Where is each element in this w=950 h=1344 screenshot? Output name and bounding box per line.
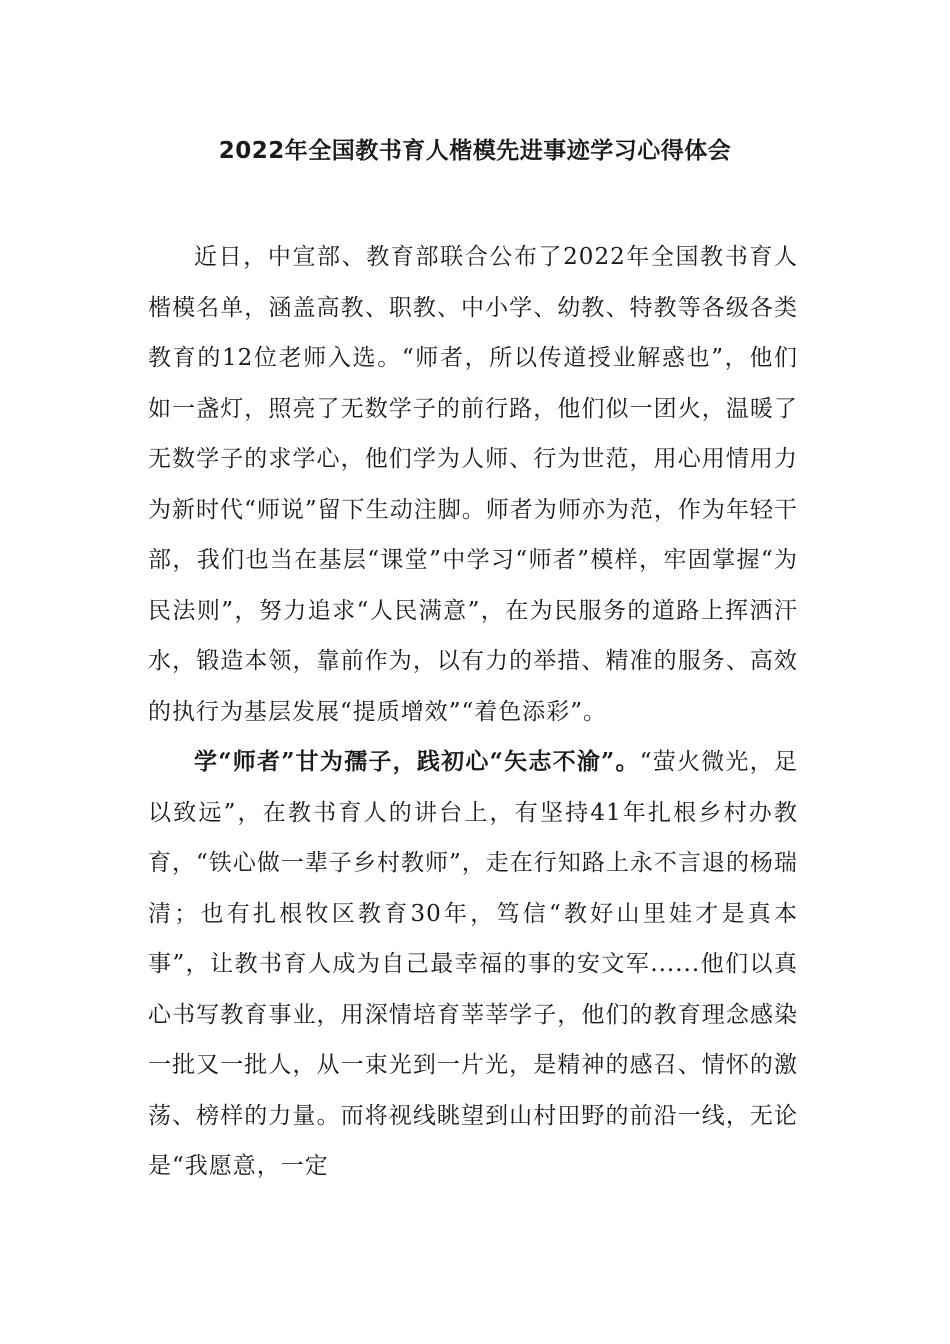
paragraph-text: 近日，中宣部、教育部联合公布了2022年全国教书育人楷模名单，涵盖高教、职教、中小学、幼教、特教等各级各类教育的12位老师入选。“师者，所以传道授业解惑也”，他们如一盏灯，照亮了无数学子的前行路，他们似一团火，温暖了无数学子的求学心，他们学为人师、行为世范，用心用情用力为新时代“师说”留下生动注脚。师者为师亦为范，作为年轻干部，我们也当在基层“课堂”中学习“师者”模样，牢固掌握“为民法则”，努力追求“人民满意”，在为民服务的道路上挥洒汗水，锻造本领，靠前作为，以有力的举措、精准的服务、高效的执行为基层发展“提质增效”“着色添彩”。 xyxy=(148,244,798,725)
paragraph-lead-heading: 学“师者”甘为孺子，践初心“矢志不渝”。 xyxy=(194,748,640,775)
paragraph-section-one xyxy=(148,737,798,1192)
document-body xyxy=(148,232,798,1192)
paragraph-text: “萤火微光，足以致远”，在教书育人的讲台上，有坚持41年扎根乡村办教育，“铁心做一辈子乡村教师”，走在行知路上永不言退的杨瑞清；也有扎根牧区教育30年，笃信“教好山里娃才是真本事”，让教书育人成为自己最幸福的事的安文军......他们以真心书写教育事业，用深情培育莘莘学子，他们的教育理念感染一批又一批人，从一束光到一片光，是精神的感召、情怀的激荡、榜样的力量。而将视线眺望到山村田野的前沿一线，无论是“我愿意，一定 xyxy=(148,749,798,1179)
paragraph-intro xyxy=(148,232,798,737)
document-title: 2022年全国教书育人楷模先进事迹学习心得体会 xyxy=(218,138,732,164)
